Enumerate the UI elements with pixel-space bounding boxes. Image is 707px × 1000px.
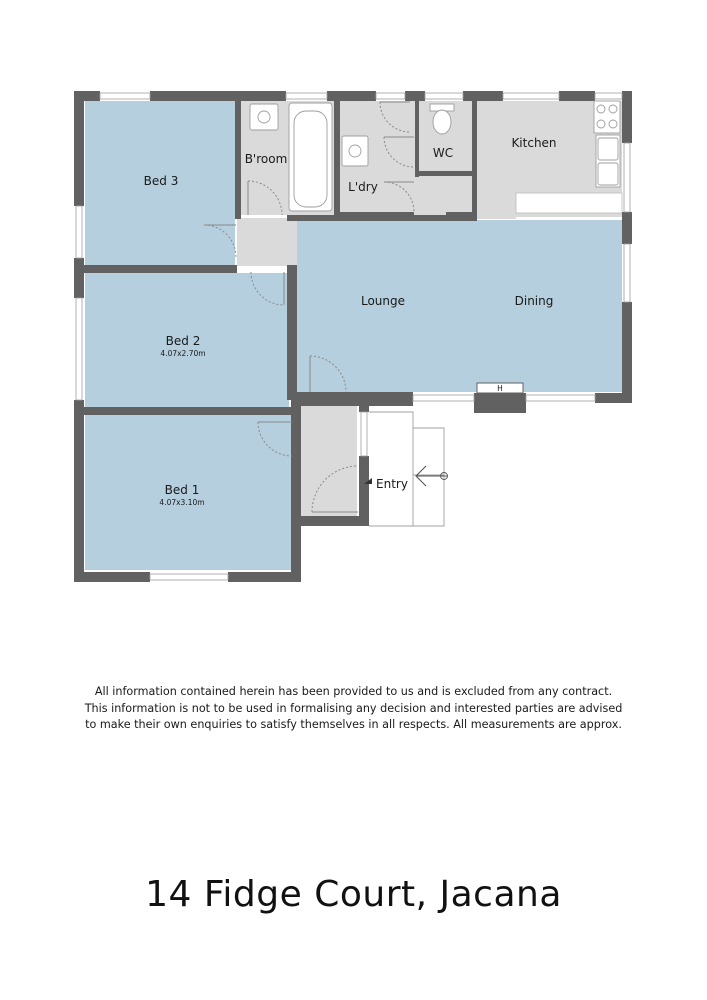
kitchen-bench <box>516 193 622 213</box>
wc-toilet-bowl <box>433 110 451 134</box>
disclaimer-line-1: All information contained herein has been provided to us and is excluded from any contract. <box>94 685 613 698</box>
bed2-label: Bed 2 <box>165 334 201 348</box>
cooktop <box>594 101 620 133</box>
disclaimer-line-2: This information is not to be used in formalising any decision and interested parties are advised <box>84 701 623 715</box>
living-floor <box>297 220 622 392</box>
bed2-size: 4.07x2.70m <box>160 349 206 358</box>
lounge-label: Lounge <box>360 294 406 308</box>
dining-label: Dining <box>514 294 554 308</box>
bathroom-label: B'room <box>244 152 288 166</box>
bed1-size: 4.07x3.10m <box>159 498 205 507</box>
kitchen-gap-floor <box>472 101 516 219</box>
property-address: 14 Fidge Court, Jacana <box>145 874 562 915</box>
wc-label: WC <box>432 146 454 160</box>
entry-label: Entry <box>376 477 408 491</box>
bed1-label: Bed 1 <box>164 483 200 497</box>
hall-floor <box>237 218 297 266</box>
entry-floor <box>295 398 357 516</box>
disclaimer <box>20 684 687 734</box>
bed3-label: Bed 3 <box>143 174 179 188</box>
entry-steps <box>369 412 448 526</box>
laundry-label: L'dry <box>348 180 378 194</box>
kitchen-label: Kitchen <box>511 136 557 150</box>
heater-label: H <box>497 384 503 393</box>
disclaimer-line-3: to make their own enquiries to satisfy themselves in all respects. All measurements are approx. <box>85 718 622 731</box>
